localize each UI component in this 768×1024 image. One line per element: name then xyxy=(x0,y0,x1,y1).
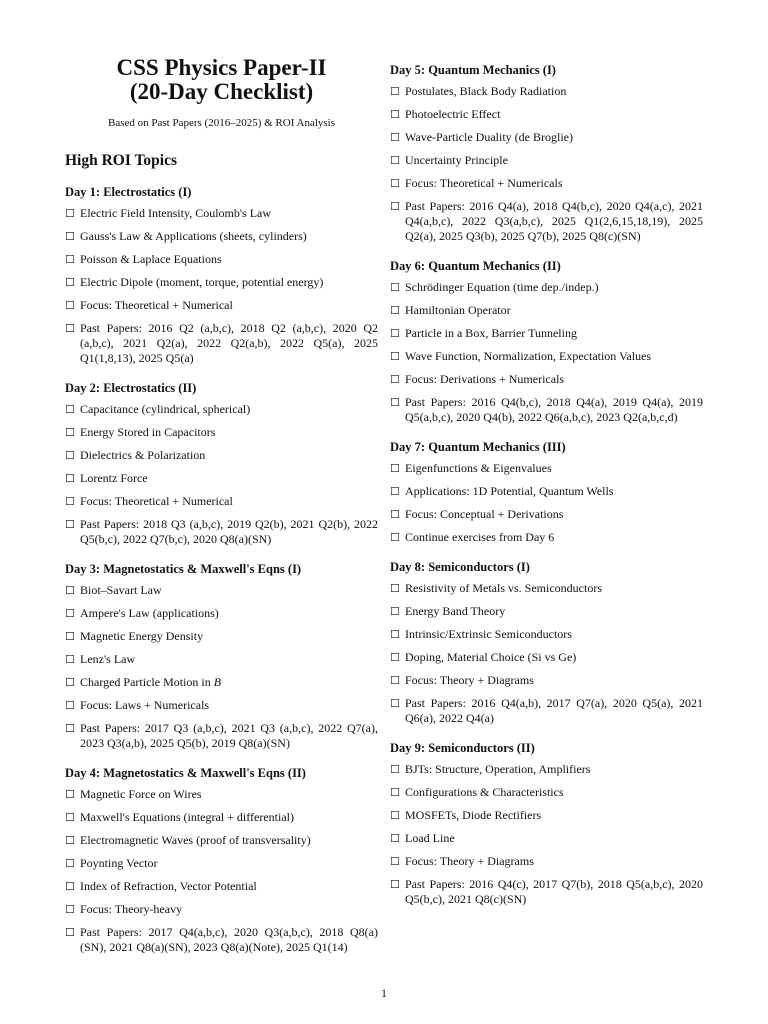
checklist-item xyxy=(390,604,703,619)
item-text: Lorentz Force xyxy=(80,471,148,485)
day-heading: Day 8: Semiconductors (I) xyxy=(390,560,530,574)
item-text: Configurations & Characteristics xyxy=(405,785,564,799)
checkbox-icon[interactable]: ☐ xyxy=(390,350,400,363)
day-heading: Day 1: Electrostatics (I) xyxy=(65,185,192,199)
checklist-item xyxy=(65,206,378,221)
checklist-item xyxy=(65,229,378,244)
day-8 xyxy=(390,559,703,726)
checklist-item xyxy=(65,252,378,267)
day-heading: Day 5: Quantum Mechanics (I) xyxy=(390,63,556,77)
checkbox-icon[interactable]: ☐ xyxy=(65,403,75,416)
checklist-item xyxy=(390,326,703,341)
item-text: Past Papers: 2016 Q4(a,b), 2017 Q7(a), 2020 Q5(a), 2021 Q6(a), 2022 Q4(a) xyxy=(405,696,703,725)
left-column xyxy=(65,0,378,963)
checkbox-icon[interactable]: ☐ xyxy=(65,607,75,620)
checklist-item xyxy=(390,808,703,823)
checkbox-icon[interactable]: ☐ xyxy=(390,674,400,687)
item-text: Doping, Material Choice (Si vs Ge) xyxy=(405,650,577,664)
item-text: Eigenfunctions & Eigenvalues xyxy=(405,461,552,475)
magnetic-field-symbol: B xyxy=(213,675,222,689)
item-text: Biot–Savart Law xyxy=(80,583,162,597)
days-left xyxy=(65,184,378,955)
day-heading: Day 6: Quantum Mechanics (II) xyxy=(390,259,561,273)
section-title: High ROI Topics xyxy=(65,152,177,169)
item-text: Wave-Particle Duality (de Broglie) xyxy=(405,130,573,144)
checklist xyxy=(65,402,378,547)
item-text: Dielectrics & Polarization xyxy=(80,448,206,462)
item-text: Past Papers: 2017 Q4(a,b,c), 2020 Q3(a,b,c), 2018 Q8(a)(SN), 2021 Q8(a)(SN), 2023 Q8(a)(Note), 2025 Q1(14) xyxy=(80,925,378,954)
day-3 xyxy=(65,561,378,751)
checklist xyxy=(390,280,703,425)
checklist-item xyxy=(390,530,703,545)
checklist-item xyxy=(65,833,378,848)
checklist-item xyxy=(65,810,378,825)
checklist-item xyxy=(65,583,378,598)
item-text: Index of Refraction, Vector Potential xyxy=(80,879,257,893)
item-text: Schrödinger Equation (time dep./indep.) xyxy=(405,280,599,294)
item-text: Energy Band Theory xyxy=(405,604,506,618)
checkbox-icon[interactable]: ☐ xyxy=(390,108,400,121)
checkbox-icon[interactable]: ☐ xyxy=(390,200,400,213)
checklist-item xyxy=(390,484,703,499)
checkbox-icon[interactable]: ☐ xyxy=(65,926,75,939)
checkbox-icon[interactable]: ☐ xyxy=(390,485,400,498)
checkbox-icon[interactable]: ☐ xyxy=(65,518,75,531)
item-text: Uncertainty Principle xyxy=(405,153,508,167)
item-text: Past Papers: 2016 Q2 (a,b,c), 2018 Q2 (a,b,c), 2020 Q2 (a,b,c), 2021 Q2(a), 2022 Q2(a,b), 2022 Q5(a), 2025 Q1(1,8,13), 2025 Q5(a) xyxy=(80,321,378,365)
item-text: Focus: Theory-heavy xyxy=(80,902,183,916)
item-text-main: Charged Particle Motion in xyxy=(80,675,214,689)
checkbox-icon[interactable]: ☐ xyxy=(390,763,400,776)
checklist-item xyxy=(65,675,378,690)
item-text: Focus: Theoretical + Numericals xyxy=(405,176,563,190)
checklist-item xyxy=(390,199,703,244)
day-6 xyxy=(390,258,703,425)
page-number: 1 xyxy=(381,986,387,1000)
item-text: Focus: Theory + Diagrams xyxy=(405,854,534,868)
item-text: Photoelectric Effect xyxy=(405,107,501,121)
checkbox-icon[interactable]: ☐ xyxy=(65,207,75,220)
day-2 xyxy=(65,380,378,547)
checklist-item xyxy=(390,581,703,596)
checklist xyxy=(65,206,378,366)
checklist-item xyxy=(65,402,378,417)
checklist-item xyxy=(65,629,378,644)
checkbox-icon[interactable]: ☐ xyxy=(390,605,400,618)
checklist-item xyxy=(390,854,703,869)
checklist-item xyxy=(390,130,703,145)
checklist-item xyxy=(65,321,378,366)
checkbox-icon[interactable]: ☐ xyxy=(390,697,400,710)
checklist-item xyxy=(65,856,378,871)
checkbox-icon[interactable]: ☐ xyxy=(390,531,400,544)
checklist-item xyxy=(390,507,703,522)
day-heading: Day 9: Semiconductors (II) xyxy=(390,741,535,755)
checkbox-icon[interactable]: ☐ xyxy=(390,786,400,799)
item-text: Past Papers: 2018 Q3 (a,b,c), 2019 Q2(b), 2021 Q2(b), 2022 Q5(b,c), 2022 Q7(b,c), 2020 Q8(a)(SN) xyxy=(80,517,378,546)
checkbox-icon[interactable]: ☐ xyxy=(390,651,400,664)
checkbox-icon[interactable]: ☐ xyxy=(65,788,75,801)
item-text: MOSFETs, Diode Rectifiers xyxy=(405,808,542,822)
item-text: Load Line xyxy=(405,831,455,845)
item-text: Past Papers: 2017 Q3 (a,b,c), 2021 Q3 (a,b,c), 2022 Q7(a), 2023 Q3(a,b), 2025 Q5(b), 2019 Q8(a)(SN) xyxy=(80,721,378,750)
item-text: Past Papers: 2016 Q4(c), 2017 Q7(b), 2018 Q5(a,b,c), 2020 Q5(b,c), 2021 Q8(c)(SN) xyxy=(405,877,703,906)
checkbox-icon[interactable]: ☐ xyxy=(65,253,75,266)
checklist xyxy=(390,581,703,726)
checkbox-icon[interactable]: ☐ xyxy=(390,855,400,868)
item-text: Gauss's Law & Applications (sheets, cylinders) xyxy=(80,229,307,243)
checkbox-icon[interactable]: ☐ xyxy=(390,832,400,845)
checklist-item xyxy=(390,372,703,387)
checklist-item xyxy=(65,652,378,667)
checklist-item xyxy=(390,84,703,99)
checkbox-icon[interactable]: ☐ xyxy=(65,653,75,666)
item-text: Electromagnetic Waves (proof of transversality) xyxy=(80,833,311,847)
item-text: Capacitance (cylindrical, spherical) xyxy=(80,402,251,416)
checkbox-icon[interactable]: ☐ xyxy=(65,676,75,689)
item-text: Focus: Derivations + Numericals xyxy=(405,372,565,386)
checkbox-icon[interactable]: ☐ xyxy=(65,880,75,893)
checkbox-icon[interactable]: ☐ xyxy=(390,327,400,340)
checklist-item xyxy=(390,785,703,800)
checkbox-icon[interactable]: ☐ xyxy=(65,299,75,312)
checklist xyxy=(390,84,703,244)
checkbox-icon[interactable]: ☐ xyxy=(390,154,400,167)
item-text: Focus: Conceptual + Derivations xyxy=(405,507,564,521)
day-1 xyxy=(65,184,378,366)
checkbox-icon[interactable]: ☐ xyxy=(390,878,400,891)
checklist-item xyxy=(65,606,378,621)
checklist-item xyxy=(390,107,703,122)
checklist xyxy=(65,787,378,955)
checklist xyxy=(390,762,703,907)
item-text: Resistivity of Metals vs. Semiconductors xyxy=(405,581,602,595)
item-text: Electric Dipole (moment, torque, potential energy) xyxy=(80,275,324,289)
checklist-item xyxy=(65,698,378,713)
checkbox-icon[interactable]: ☐ xyxy=(65,857,75,870)
checklist-item xyxy=(390,831,703,846)
checkbox-icon[interactable]: ☐ xyxy=(390,281,400,294)
checklist-item xyxy=(65,494,378,509)
checkbox-icon[interactable]: ☐ xyxy=(65,495,75,508)
checklist-item xyxy=(65,448,378,463)
checkbox-icon[interactable]: ☐ xyxy=(390,396,400,409)
checklist-item xyxy=(390,461,703,476)
checkbox-icon[interactable]: ☐ xyxy=(390,628,400,641)
checklist-item xyxy=(65,902,378,917)
checklist-item xyxy=(390,176,703,191)
item-text: Ampere's Law (applications) xyxy=(80,606,219,620)
checklist-item xyxy=(390,153,703,168)
checkbox-icon[interactable]: ☐ xyxy=(65,276,75,289)
checklist-item xyxy=(65,275,378,290)
item-text: BJTs: Structure, Operation, Amplifiers xyxy=(405,762,591,776)
checklist-item xyxy=(65,879,378,894)
checklist xyxy=(390,461,703,545)
checkbox-icon[interactable]: ☐ xyxy=(65,426,75,439)
item-text: Magnetic Energy Density xyxy=(80,629,204,643)
checklist-item xyxy=(390,280,703,295)
checklist-item xyxy=(390,673,703,688)
title-block xyxy=(65,0,378,130)
item-text: Focus: Theory + Diagrams xyxy=(405,673,534,687)
checkbox-icon[interactable]: ☐ xyxy=(390,508,400,521)
checkbox-icon[interactable]: ☐ xyxy=(390,809,400,822)
item-text: Continue exercises from Day 6 xyxy=(405,530,555,544)
right-column xyxy=(390,0,703,915)
item-text: Maxwell's Equations (integral + differential) xyxy=(80,810,294,824)
day-heading: Day 4: Magnetostatics & Maxwell's Eqns (II) xyxy=(65,766,306,780)
day-4 xyxy=(65,765,378,955)
checklist-item xyxy=(390,303,703,318)
checkbox-icon[interactable]: ☐ xyxy=(65,472,75,485)
item-text: Past Papers: 2016 Q4(b,c), 2018 Q4(a), 2019 Q4(a), 2019 Q5(a,b,c), 2020 Q4(b), 2022 Q6(a,b,c), 2023 Q2(a,b,c,d) xyxy=(405,395,703,424)
checkbox-icon[interactable]: ☐ xyxy=(390,85,400,98)
checkbox-icon[interactable]: ☐ xyxy=(65,903,75,916)
item-text: Lenz's Law xyxy=(80,652,136,666)
item-text: Focus: Theoretical + Numerical xyxy=(80,298,233,312)
day-9 xyxy=(390,740,703,907)
checkbox-icon[interactable]: ☐ xyxy=(390,373,400,386)
document-subtitle: Based on Past Papers (2016–2025) & ROI Analysis xyxy=(107,117,335,129)
item-text: Applications: 1D Potential, Quantum Wells xyxy=(405,484,614,498)
item-text: Focus: Laws + Numericals xyxy=(80,698,210,712)
checklist-item xyxy=(390,650,703,665)
checkbox-icon[interactable]: ☐ xyxy=(65,834,75,847)
item-text: Poynting Vector xyxy=(80,856,158,870)
checklist-item xyxy=(65,925,378,955)
day-5 xyxy=(390,62,703,244)
item-text: Particle in a Box, Barrier Tunneling xyxy=(405,326,577,340)
checklist-item xyxy=(65,425,378,440)
checkbox-icon[interactable]: ☐ xyxy=(390,304,400,317)
checkbox-icon[interactable]: ☐ xyxy=(65,230,75,243)
item-text: Energy Stored in Capacitors xyxy=(80,425,216,439)
item-text xyxy=(80,675,378,690)
day-heading: Day 7: Quantum Mechanics (III) xyxy=(390,440,566,454)
checkbox-icon[interactable]: ☐ xyxy=(390,462,400,475)
checkbox-icon[interactable]: ☐ xyxy=(390,131,400,144)
checklist-item xyxy=(390,877,703,907)
day-heading: Day 3: Magnetostatics & Maxwell's Eqns (I) xyxy=(65,562,302,576)
checklist-item xyxy=(390,627,703,642)
item-text: Poisson & Laplace Equations xyxy=(80,252,222,266)
checkbox-icon[interactable]: ☐ xyxy=(65,322,75,335)
item-text: Electric Field Intensity, Coulomb's Law xyxy=(80,206,272,220)
checkbox-icon[interactable]: ☐ xyxy=(65,449,75,462)
checklist xyxy=(65,583,378,751)
title-line-1: CSS Physics Paper-II xyxy=(116,55,327,80)
item-text: Intrinsic/Extrinsic Semiconductors xyxy=(405,627,572,641)
checklist-item xyxy=(65,298,378,313)
checklist-item xyxy=(390,696,703,726)
checklist-item xyxy=(65,517,378,547)
checkbox-icon[interactable]: ☐ xyxy=(65,722,75,735)
title-line-2: (20-Day Checklist) xyxy=(129,79,314,104)
item-text: Hamiltonian Operator xyxy=(405,303,511,317)
checklist-item xyxy=(65,787,378,802)
checklist-item xyxy=(65,471,378,486)
item-text: Postulates, Black Body Radiation xyxy=(405,84,567,98)
day-heading: Day 2: Electrostatics (II) xyxy=(65,381,197,395)
item-text: Magnetic Force on Wires xyxy=(80,787,202,801)
checkbox-icon[interactable]: ☐ xyxy=(65,584,75,597)
checkbox-icon[interactable]: ☐ xyxy=(390,582,400,595)
checklist-item xyxy=(65,721,378,751)
item-text: Focus: Theoretical + Numerical xyxy=(80,494,233,508)
checklist-item xyxy=(390,762,703,777)
checklist-item xyxy=(390,349,703,364)
checkbox-icon[interactable]: ☐ xyxy=(65,811,75,824)
checkbox-icon[interactable]: ☐ xyxy=(65,699,75,712)
checklist-item xyxy=(390,395,703,425)
day-7 xyxy=(390,439,703,545)
item-text: Past Papers: 2016 Q4(a), 2018 Q4(b,c), 2020 Q4(a,c), 2021 Q4(a,b,c), 2022 Q3(a,b,c), 2025 Q1(2,6,15,18,19), 2025 Q2(a), 2025 Q3(b), 2025 Q7(b), 2025 Q8(c)(SN) xyxy=(405,199,703,243)
document-title xyxy=(65,56,378,104)
checkbox-icon[interactable]: ☐ xyxy=(65,630,75,643)
checkbox-icon[interactable]: ☐ xyxy=(390,177,400,190)
item-text: Wave Function, Normalization, Expectation Values xyxy=(405,349,652,363)
